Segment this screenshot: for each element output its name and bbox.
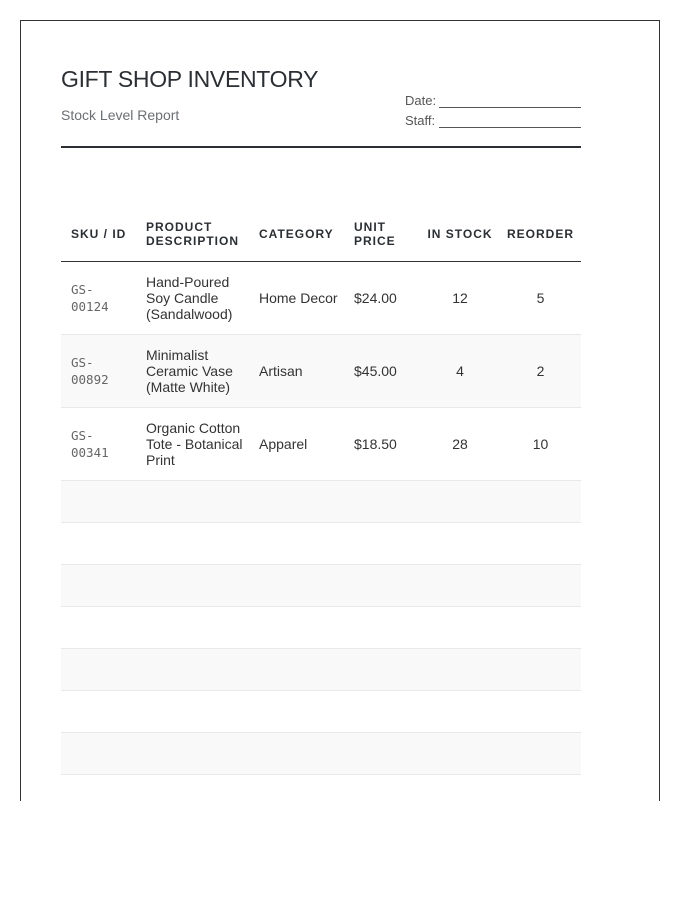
table-row xyxy=(61,408,581,481)
unit-price-cell: $18.50 xyxy=(344,408,420,481)
in-stock-cell: 12 xyxy=(420,262,500,335)
in-stock-cell: 28 xyxy=(420,408,500,481)
column-header-unit-price: UNIT PRICE xyxy=(344,207,420,262)
column-header-reorder: REORDER xyxy=(500,207,581,262)
empty-cell xyxy=(500,733,581,775)
empty-table-row xyxy=(61,523,581,565)
empty-cell xyxy=(136,733,249,775)
empty-cell xyxy=(420,565,500,607)
empty-cell xyxy=(500,565,581,607)
empty-cell xyxy=(249,481,344,523)
category-cell: Home Decor xyxy=(249,262,344,335)
empty-cell xyxy=(420,691,500,733)
table-body xyxy=(61,262,581,775)
date-row xyxy=(405,88,581,108)
empty-cell xyxy=(344,523,420,565)
empty-cell xyxy=(136,649,249,691)
table-row xyxy=(61,335,581,408)
reorder-cell: 2 xyxy=(500,335,581,408)
description-cell: Minimalist Ceramic Vase (Matte White) xyxy=(136,335,249,408)
empty-cell xyxy=(249,733,344,775)
empty-cell xyxy=(136,481,249,523)
staff-label: Staff: xyxy=(405,113,436,128)
header-divider xyxy=(61,146,581,148)
date-field[interactable] xyxy=(439,93,581,108)
empty-cell xyxy=(420,649,500,691)
empty-cell xyxy=(61,733,136,775)
empty-cell xyxy=(344,649,420,691)
empty-cell xyxy=(136,607,249,649)
empty-cell xyxy=(249,691,344,733)
empty-cell xyxy=(61,649,136,691)
empty-cell xyxy=(249,523,344,565)
reorder-cell: 5 xyxy=(500,262,581,335)
staff-row xyxy=(405,108,581,128)
sku-cell: GS-00124 xyxy=(61,262,136,335)
unit-price-cell: $24.00 xyxy=(344,262,420,335)
table-row xyxy=(61,262,581,335)
description-cell: Hand-Poured Soy Candle (Sandalwood) xyxy=(136,262,249,335)
empty-table-row xyxy=(61,733,581,775)
empty-cell xyxy=(249,649,344,691)
reorder-cell: 10 xyxy=(500,408,581,481)
column-header-in-stock: IN STOCK xyxy=(420,207,500,262)
page-subtitle: Stock Level Report xyxy=(61,107,180,123)
empty-cell xyxy=(344,607,420,649)
empty-cell xyxy=(500,607,581,649)
empty-cell xyxy=(500,691,581,733)
empty-cell xyxy=(136,691,249,733)
category-cell: Artisan xyxy=(249,335,344,408)
inventory-table xyxy=(61,207,581,775)
empty-cell xyxy=(344,481,420,523)
empty-cell xyxy=(344,733,420,775)
empty-cell xyxy=(500,523,581,565)
empty-cell xyxy=(420,523,500,565)
unit-price-cell: $45.00 xyxy=(344,335,420,408)
sku-cell: GS-00892 xyxy=(61,335,136,408)
empty-table-row xyxy=(61,691,581,733)
sku-cell: GS-00341 xyxy=(61,408,136,481)
report-meta xyxy=(405,88,581,128)
description-cell: Organic Cotton Tote - Botanical Print xyxy=(136,408,249,481)
empty-table-row xyxy=(61,565,581,607)
column-header-category: CATEGORY xyxy=(249,207,344,262)
date-label: Date: xyxy=(405,93,437,108)
column-header-sku: SKU / ID xyxy=(61,207,136,262)
staff-field[interactable] xyxy=(439,113,581,128)
empty-cell xyxy=(61,607,136,649)
empty-cell xyxy=(249,607,344,649)
empty-cell xyxy=(420,481,500,523)
in-stock-cell: 4 xyxy=(420,335,500,408)
empty-cell xyxy=(61,481,136,523)
empty-cell xyxy=(344,565,420,607)
empty-table-row xyxy=(61,607,581,649)
empty-cell xyxy=(420,733,500,775)
empty-table-row xyxy=(61,481,581,523)
empty-cell xyxy=(500,481,581,523)
empty-cell xyxy=(61,565,136,607)
column-header-description: PRODUCT DESCRIPTION xyxy=(136,207,249,262)
empty-cell xyxy=(136,565,249,607)
empty-cell xyxy=(61,523,136,565)
page-title: GIFT SHOP INVENTORY xyxy=(61,66,319,92)
empty-table-row xyxy=(61,649,581,691)
category-cell: Apparel xyxy=(249,408,344,481)
empty-cell xyxy=(344,691,420,733)
empty-cell xyxy=(61,691,136,733)
table-header-row xyxy=(61,207,581,262)
empty-cell xyxy=(249,565,344,607)
empty-cell xyxy=(136,523,249,565)
empty-cell xyxy=(500,649,581,691)
empty-cell xyxy=(420,607,500,649)
